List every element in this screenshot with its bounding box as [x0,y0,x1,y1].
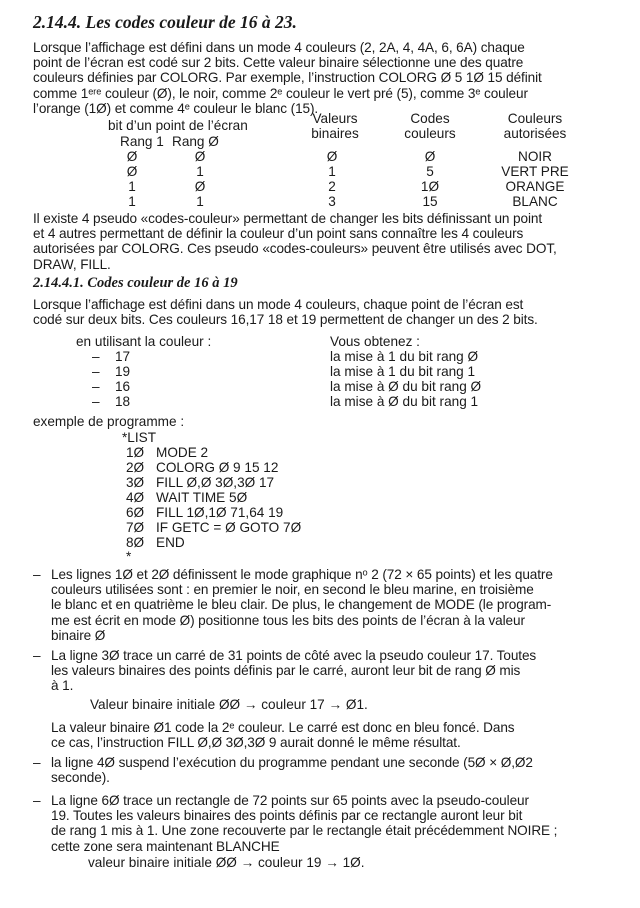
column-header-bits: bit d’un point de l’écran [108,118,248,133]
table-cell: 1 [196,164,204,179]
table-cell: Ø [194,179,206,194]
table-cell: 1 [196,194,204,209]
program-line-code: COLORG Ø 9 15 12 [156,460,279,475]
program-list-command: *LIST [122,430,156,445]
text-line: couleurs utilisées sont : en premier le noir, en second le bleu marine, en troisième [51,582,534,598]
using-result: la mise à 1 du bit rang Ø [330,349,479,364]
program-line-code: FILL 1Ø,1Ø 71,64 19 [156,505,284,520]
list-dash: – [92,379,100,394]
bullet-dash: – [33,793,41,808]
bullet-paragraph [51,755,533,785]
program-line-number: 8Ø [126,535,145,550]
text-line: point de l’écran est codé sur 2 bits. Cette valeur binaire sélectionne une des quatre [33,55,524,71]
using-code: 19 [115,364,131,379]
text-line: l’orange (1Ø) et comme 4ᵉ couleur le blanc (15). [33,100,319,116]
table-cell: Ø [126,164,138,179]
text-line: le blanc et en quatrième le bleu clair. De plus, le changement de MODE (le program- [51,597,552,613]
table-cell: Ø [424,149,436,164]
explanation-paragraph [51,720,515,750]
table-cell: 1 [128,179,136,194]
program-line-code: END [156,535,185,550]
program-end-marker: * [126,549,132,564]
using-result: la mise à 1 du bit rang 1 [330,364,476,379]
bullet-dash: – [33,755,41,770]
column-header-values: binaires [311,126,359,141]
text-line: la ligne 4Ø suspend l’exécution du programme pendant une seconde (5Ø × Ø,Ø2 [51,755,533,770]
pseudo-codes-paragraph [33,211,557,272]
using-label: en utilisant la couleur : [76,334,212,349]
table-cell: 5 [426,164,434,179]
subsection-paragraph [33,297,538,327]
using-code: 18 [115,394,131,409]
column-header-colors: Couleurs [507,111,563,126]
section-heading: 2.14.4. Les codes couleur de 16 à 23. [33,12,297,32]
table-cell: 1Ø [420,179,440,194]
table-cell: Ø [126,149,138,164]
program-line-number: 2Ø [126,460,145,475]
example-label: exemple de programme : [33,414,185,429]
text-line: de rang 1 mis à 1. Une zone recouverte par le rectangle était précédemment NOIRE ; [51,823,558,839]
list-dash: – [92,364,100,379]
subsection-heading: 2.14.4.1. Codes couleur de 16 à 19 [33,275,238,291]
table-cell: 1 [328,164,336,179]
text-line: ce cas, l’instruction FILL Ø,Ø 3Ø,3Ø 9 aurait donné le même résultat. [51,735,461,751]
text-line: me est écrit en mode Ø) positionne tous les bits des points de l’écran à la valeur [51,612,525,628]
table-cell: NOIR [518,149,552,164]
formula-line: Valeur binaire initiale ØØ → couleur 17 → Ø1. [90,697,368,712]
table-cell: 2 [328,179,336,194]
program-line-code: FILL Ø,Ø 3Ø,3Ø 17 [156,475,275,490]
column-header-colors: autorisées [503,126,567,141]
table-cell: ORANGE [505,179,565,194]
bullet-paragraph [51,793,557,854]
program-line-number: 4Ø [126,490,145,505]
using-code: 17 [115,349,131,364]
bullet-paragraph [51,648,536,694]
table-cell: 15 [422,194,438,209]
using-code: 16 [115,379,131,394]
column-header-values: Valeurs [312,111,358,126]
bullet-dash: – [33,648,41,663]
text-line: comme 1ᵉʳᵉ couleur (Ø), le noir, comme 2ᵉ couleur le vert pré (5), comme 3ᵉ couleur [33,85,528,101]
formula-line: valeur binaire initiale ØØ → couleur 19 → 1Ø. [88,855,365,870]
text-line: Lorsque l’affichage est défini dans un mode 4 couleurs, chaque point de l’écran est [33,297,524,312]
text-line: à 1. [51,678,74,694]
program-line-number: 6Ø [126,505,145,520]
text-line: Lorsque l’affichage est défini dans un mode 4 couleurs (2, 2A, 4, 4A, 6, 6A) chaque [33,40,525,55]
column-header-codes: Codes [410,111,450,126]
program-line-code: MODE 2 [156,445,209,460]
text-line: couleurs définies par COLORG. Par exemple, l’instruction COLORG Ø 5 1Ø 15 définit [33,70,542,86]
table-cell: VERT PRE [501,164,569,179]
column-header-rang1: Rang 1 [120,134,164,149]
text-line: binaire Ø [51,627,106,643]
table-cell: Ø [194,149,206,164]
text-line: codé sur deux bits. Ces couleurs 16,17 18 et 19 permettent de changer un des 2 bits. [33,312,538,328]
text-line: les valeurs binaires des points définis par le carré, auront leur bit de rang Ø mis [51,663,521,679]
program-line-number: 3Ø [126,475,145,490]
program-line-number: 7Ø [126,520,145,535]
using-result: la mise à Ø du bit rang 1 [330,394,479,409]
table-cell: Ø [326,149,338,164]
text-line: 19. Toutes les valeurs binaires des points définis par ce rectangle auront leur bit [51,808,523,824]
text-line: et 4 autres permettant de définir la couleur d’un point sans connaître les 4 couleurs [33,226,524,242]
obtain-label: Vous obtenez : [330,334,420,349]
program-line-code: IF GETC = Ø GOTO 7Ø [156,520,302,535]
text-line: La ligne 3Ø trace un carré de 31 points de côté avec la pseudo couleur 17. Toutes [51,648,537,663]
table-cell: 3 [328,194,336,209]
using-result: la mise à Ø du bit rang Ø [330,379,482,394]
text-line: La ligne 6Ø trace un rectangle de 72 points sur 65 points avec la pseudo-couleur [51,793,529,808]
list-dash: – [92,394,100,409]
table-cell: 1 [128,194,136,209]
text-line: Les lignes 1Ø et 2Ø définissent le mode graphique nᵒ 2 (72 × 65 points) et les quatre [51,567,553,582]
text-line: autorisées par COLORG. Ces pseudo «codes-couleurs» peuvent être utilisés avec DOT, [33,241,557,257]
program-line-number: 1Ø [126,445,145,460]
column-header-codes: couleurs [404,126,456,141]
text-line: cette zone sera maintenant BLANCHE [51,838,280,854]
program-line-code: WAIT TIME 5Ø [156,490,248,505]
text-line: Il existe 4 pseudo «codes-couleur» permettant de changer les bits définissant un point [33,211,543,226]
intro-paragraph [33,40,542,116]
list-dash: – [92,349,100,364]
bullet-paragraph [51,567,553,643]
bullet-dash: – [33,567,41,582]
text-line: La valeur binaire Ø1 code la 2ᵉ couleur. Le carré est donc en bleu foncé. Dans [51,720,515,735]
column-header-rang0: Rang Ø [172,134,219,149]
text-line: DRAW, FILL. [33,256,111,272]
table-cell: BLANC [512,194,558,209]
text-line: seconde). [51,770,110,786]
